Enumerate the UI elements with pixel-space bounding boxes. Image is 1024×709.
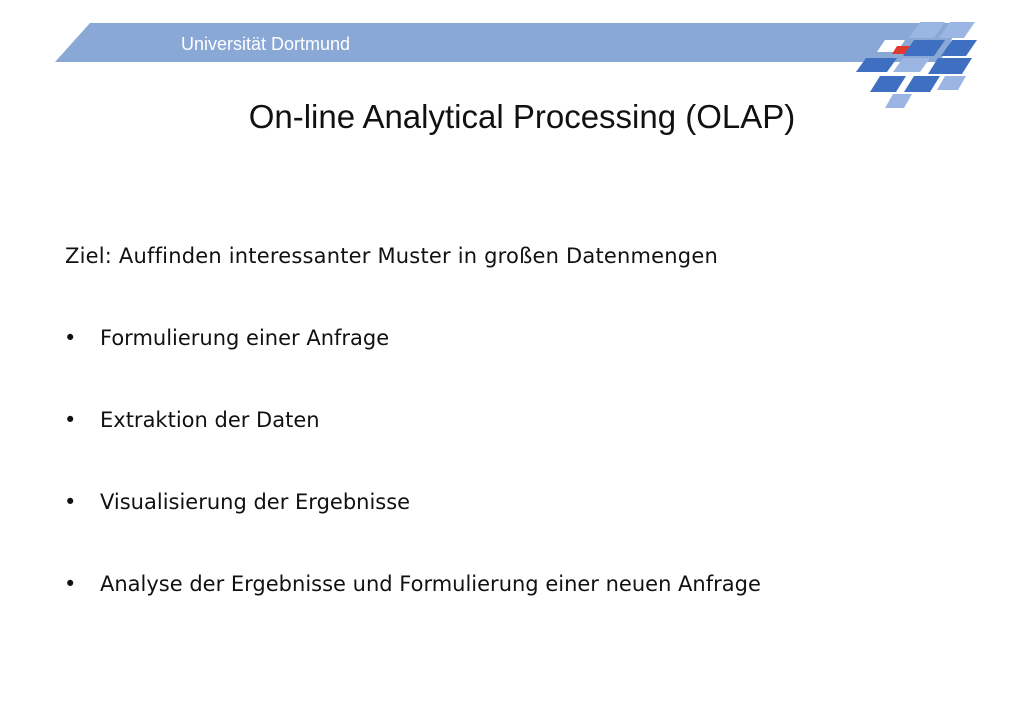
list-item: [64, 408, 320, 432]
list-item: [64, 572, 761, 596]
bullet-text: Analyse der Ergebnisse und Formulierung einer neuen Anfrage: [100, 572, 761, 596]
bullet-icon: •: [64, 408, 77, 432]
bullet-icon: •: [64, 572, 77, 596]
list-item: [64, 490, 410, 514]
list-item: [64, 326, 389, 350]
bullet-text: Formulierung einer Anfrage: [100, 326, 390, 350]
university-name: Universität Dortmund: [181, 34, 351, 54]
bullet-icon: •: [64, 326, 77, 350]
intro-text: Ziel: Auffinden interessanter Muster in großen Datenmengen: [65, 244, 718, 268]
bullet-text: Extraktion der Daten: [100, 408, 320, 432]
slide-title: On-line Analytical Processing (OLAP): [248, 98, 796, 135]
bullet-text: Visualisierung der Ergebnisse: [100, 490, 411, 514]
bullet-icon: •: [64, 490, 77, 514]
